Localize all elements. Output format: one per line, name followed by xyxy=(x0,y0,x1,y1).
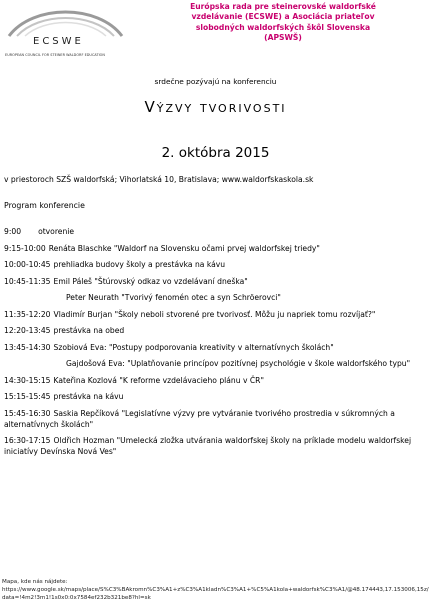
program-item xyxy=(4,342,428,353)
program-text: prehliadka budovy školy a prestávka na kávu xyxy=(53,260,226,269)
org-line: vzdelávanie (ECSWE) a Asociácia priateľov xyxy=(191,12,375,22)
program-text: Renáta Blaschke "Waldorf na Slovensku očami prvej waldorfskej triedy" xyxy=(48,243,320,253)
program-item xyxy=(4,358,428,369)
header xyxy=(0,0,431,66)
program-text: Vladimír Burjan "Školy neboli stvorené pre tvorivosť. Môžu ju napriek tomu rozvíjať?" xyxy=(53,309,376,319)
program-time: 9:00 xyxy=(4,227,22,236)
program-time: 9:15-10:00 xyxy=(4,243,46,253)
program-text: Oldřich Hozman "Umelecká zložka utvárania waldorfskej školy na príklade modelu waldorfskej iniciatívy Devínska Nová Ves" xyxy=(4,436,412,456)
org-line: slobodných waldorfských škôl Slovenska xyxy=(195,22,371,32)
map-link[interactable]: https://www.google.sk/maps/place/S%C3%BAkromn%C3%A1+z%C3%A1kladn%C3%A1+%C5%A1kola+waldorfsk%C3%A1/@48.174443,17.153006,15z/data=!4m2!3m1!1s0x0:0x7584ef232b321be8?hl=sk xyxy=(2,587,429,602)
conference-title: Výzvy tvorivosti xyxy=(144,98,287,116)
program-list xyxy=(4,226,428,463)
program-time: 10:00-10:45 xyxy=(4,260,51,269)
venue: v priestoroch SZŠ waldorfská; Vihorlatská 10, Bratislava; www.waldorfskaskola.sk xyxy=(4,175,314,184)
program-time: 10:45-11:35 xyxy=(4,276,51,286)
program-time: 14:30-15:15 xyxy=(4,375,51,385)
program-text: Saskia Repčíková "Legislatívne výzvy pre vytváranie tvorivého prostredia v súkromných a alternatívnych školách" xyxy=(4,408,395,429)
program-item xyxy=(4,391,428,402)
program-text: Kateřina Kozlová "K reforme vzdelávacieho plánu v ČR" xyxy=(53,375,264,385)
program-time: 16:30-17:15 xyxy=(4,436,51,445)
program-time: 11:35-12:20 xyxy=(4,309,51,319)
invitation-text: srdečne pozývajú na konferenciu xyxy=(154,77,277,86)
map-label: Mapa, kde nás nájdete: xyxy=(2,579,68,585)
org-line: (APSWŠ) xyxy=(264,33,302,43)
program-item xyxy=(4,276,428,287)
program-item xyxy=(4,309,428,320)
map-footer xyxy=(2,578,430,603)
program-text: Peter Neurath "Tvorivý fenomén otec a syn Schröerovci" xyxy=(66,293,281,302)
program-item xyxy=(4,435,428,457)
program-text: prestávka na kávu xyxy=(53,392,124,401)
ecswe-logo xyxy=(3,2,128,62)
program-item xyxy=(4,375,428,386)
conference-date: 2. októbra 2015 xyxy=(161,145,270,161)
logo-text: ECSWE xyxy=(33,36,84,47)
org-line: Európska rada pre steinerovské waldorfské xyxy=(190,2,376,11)
program-item xyxy=(4,292,428,303)
program-time: 13:45-14:30 xyxy=(4,342,51,352)
organizers xyxy=(138,2,428,44)
program-text: Szobiová Eva: "Postupy podporovania kreativity v alternatívnych školách" xyxy=(53,342,334,352)
program-text: Emil Páleš "Štúrovský odkaz vo vzdelávaní dneška" xyxy=(53,276,248,286)
program-item xyxy=(4,325,428,336)
program-item xyxy=(4,259,428,270)
program-heading: Program konferencie xyxy=(4,201,85,210)
program-item xyxy=(4,408,428,430)
program-item xyxy=(4,226,428,237)
program-text: otvorenie xyxy=(38,227,75,236)
program-text: prestávka na obed xyxy=(53,326,125,335)
program-item xyxy=(4,243,428,254)
program-time: 15:15-15:45 xyxy=(4,392,51,401)
program-text: Gajdošová Eva: "Uplatňovanie princípov pozitívnej psychológie v škole waldorfského typu" xyxy=(66,359,411,368)
program-time: 12:20-13:45 xyxy=(4,326,51,335)
program-time: 15:45-16:30 xyxy=(4,408,51,418)
logo-subtitle: EUROPEAN COUNCIL FOR STEINER WALDORF EDUCATION xyxy=(5,53,105,57)
